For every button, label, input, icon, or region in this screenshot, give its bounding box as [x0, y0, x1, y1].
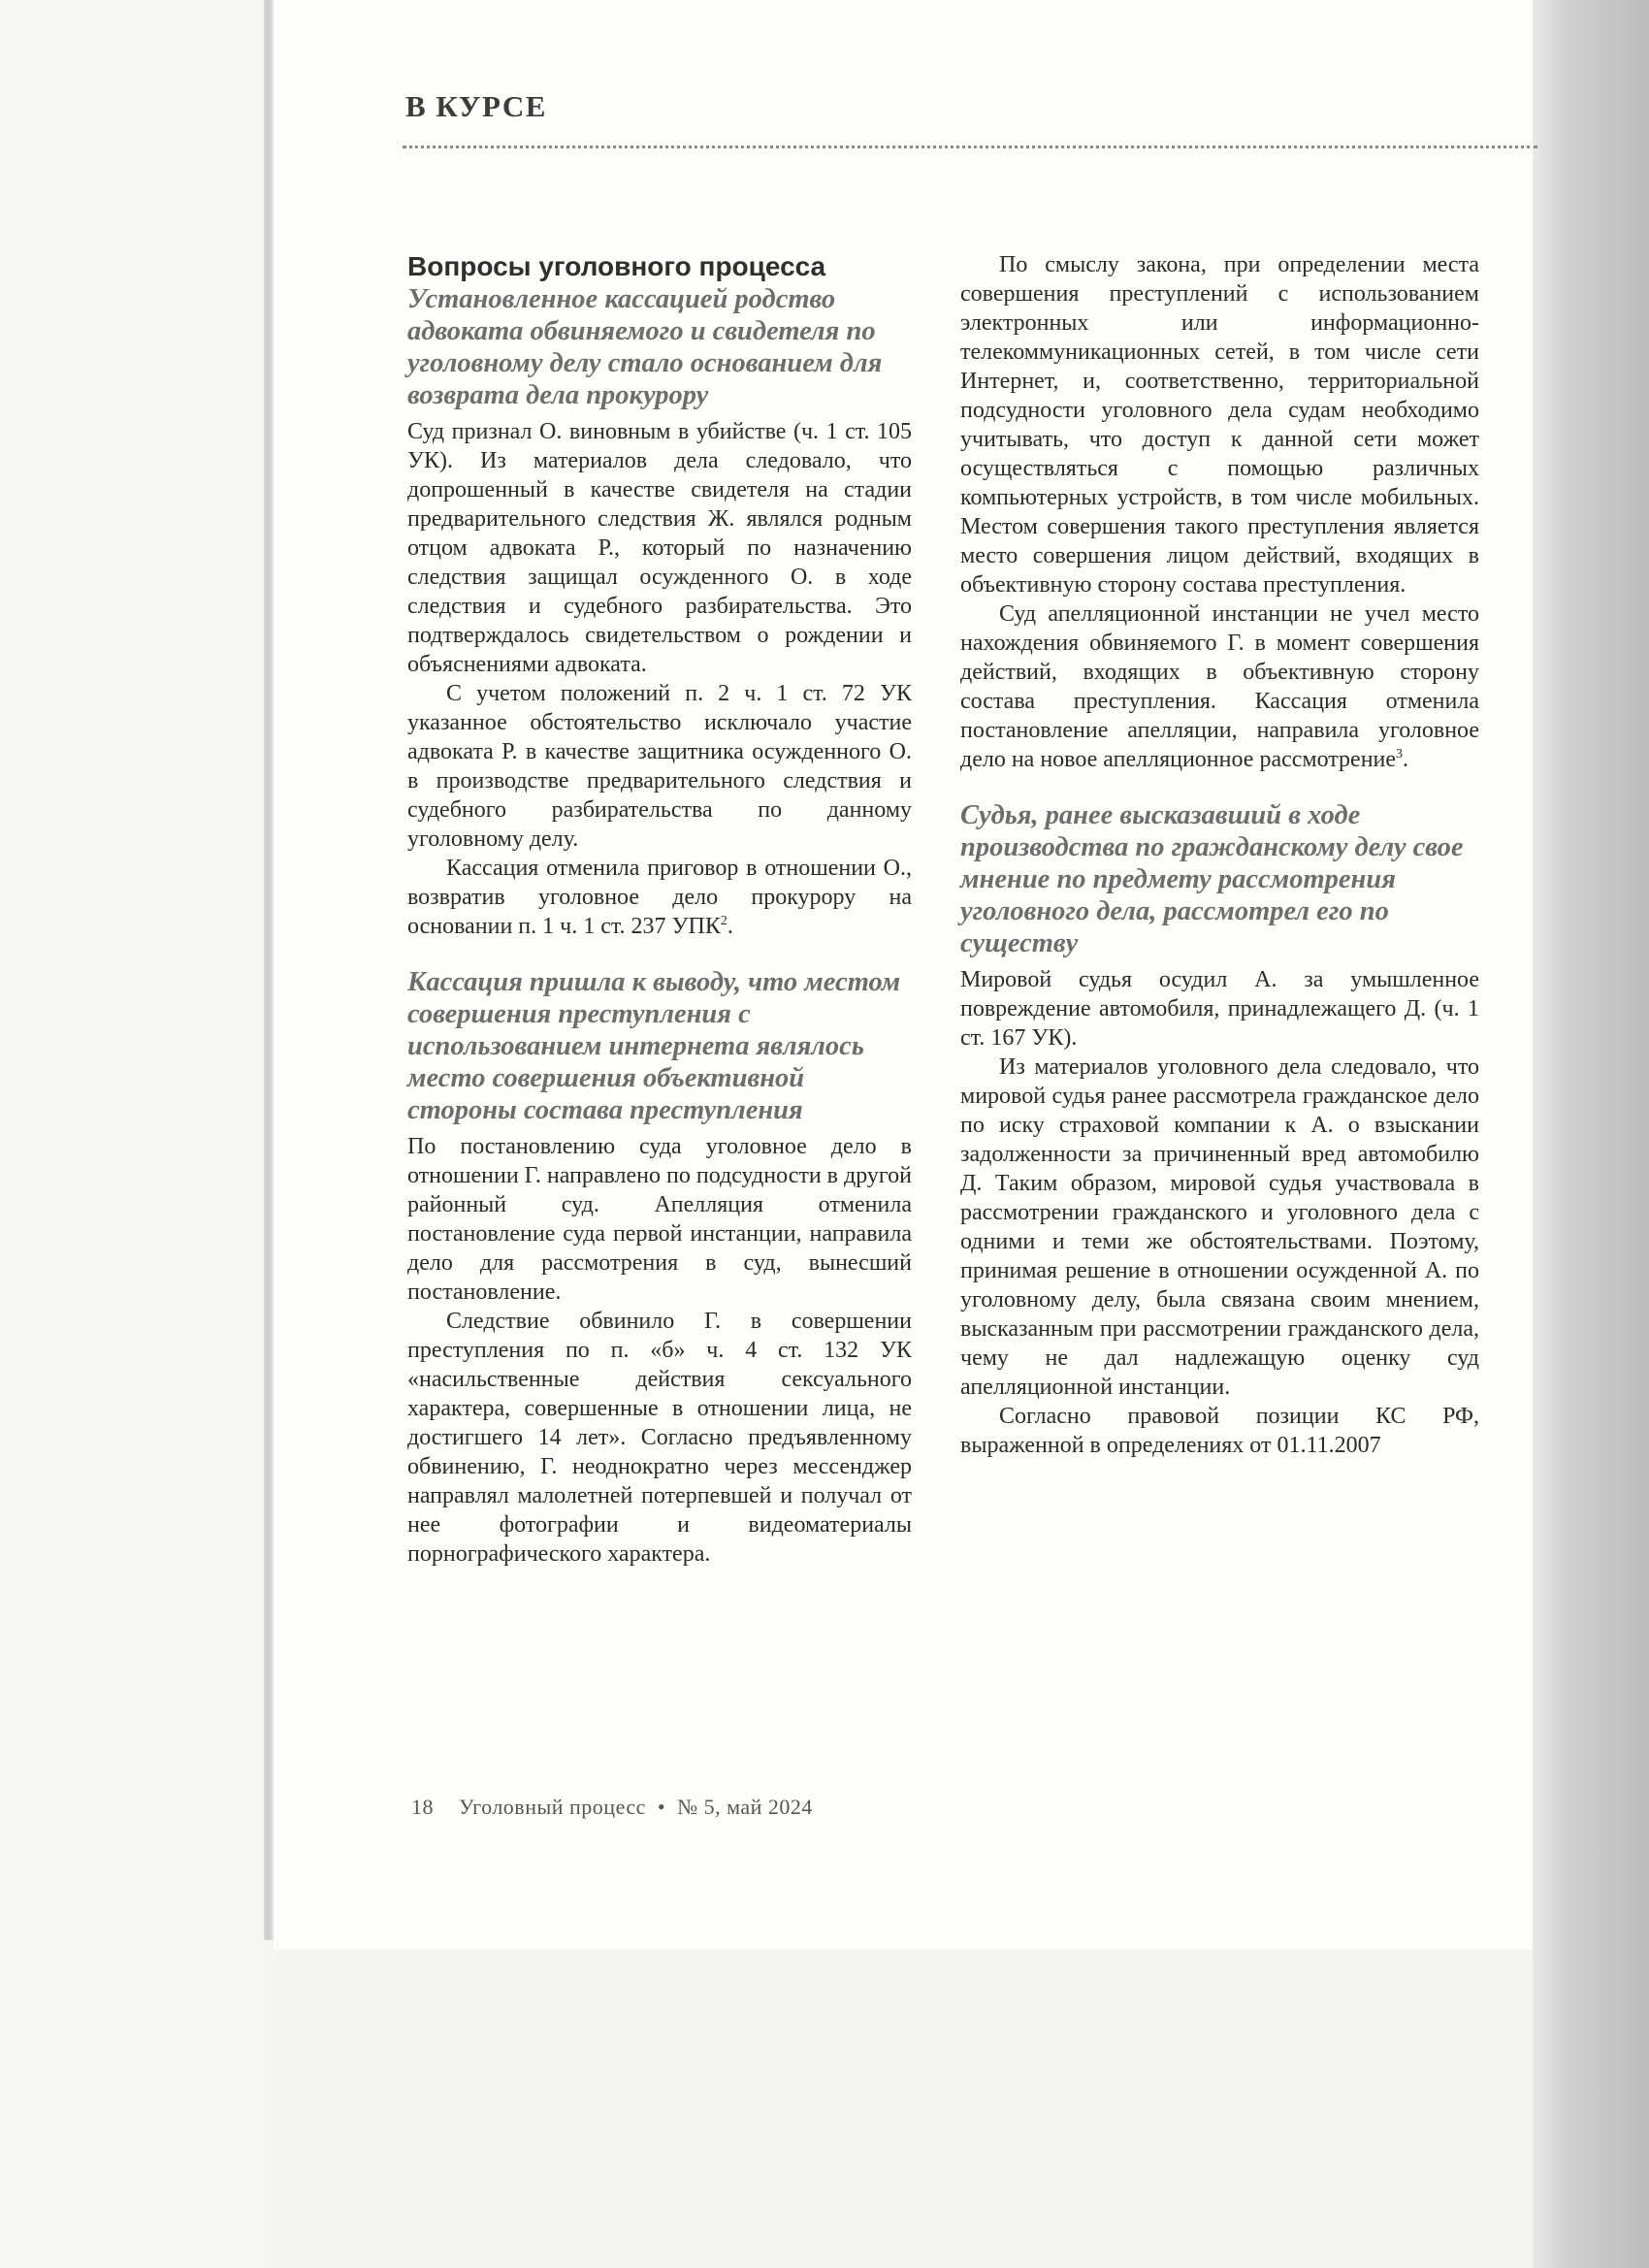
paragraph: По постановлению суда уголовное дело в отношении Г. направлено по подсудности в другой районный суд. Апелляция отменила постановление суда первой инстанции, направила дело для рассмотрения в суд, вынесший постановление. — [407, 1134, 912, 1305]
page-footer — [411, 1795, 813, 1820]
dotted-rule — [403, 146, 1537, 148]
paragraph: Согласно правовой позиции КС РФ, выраженной в определениях от 01.11.2007 — [960, 1404, 1479, 1458]
paragraph-end: . — [1403, 747, 1409, 772]
paragraph: Суд признал О. виновным в убийстве (ч. 1 ст. 105 УК). Из материалов дела следовало, что допрошенный в качестве свидетеля на стадии предварительного следствия Ж. являлся родным отцом адвоката Р., который по назначению следствия защищал осужденного О. в ходе следствия и судебного разбирательства. Это подтверждалось свидетельством о рождении и объяснениями адвоката. — [407, 419, 912, 677]
footnote-ref: 3 — [1396, 747, 1404, 761]
paragraph: Мировой судья осудил А. за умышленное повреждение автомобиля, принадлежащего Д. (ч. 1 ст. 167 УК). — [960, 967, 1479, 1051]
right-column — [960, 250, 1479, 1460]
footer-bullet: • — [657, 1795, 666, 1819]
paragraph: Из материалов уголовного дела следовало, что мировой судья ранее рассмотрела гражданское дело по иску страховой компании к А. о взыскании задолженности за причиненный вред автомобилю Д. Таким образом, мировой судья участвовала в рассмотрении гражданского и уголовного дела с одними и теми же обстоятельствами. Поэтому, принимая решение в отношении осужденной А. по уголовному делу, была связана своим мнением, высказанным при рассмотрении гражданского дела, чему не дал надлежащую оценку суд апелляционной инстанции. — [960, 1054, 1479, 1400]
article-lead-3: Судья, ранее высказавший в ходе производства по гражданскому делу свое мнение по предмету рассмотрения уголовного дела, рассмотрел его по существу — [960, 800, 1464, 958]
left-column — [407, 250, 912, 1569]
section-title: Вопросы уголовного процесса — [407, 251, 826, 281]
journal-name: Уголовный процесс — [459, 1795, 646, 1819]
footnote-ref: 2 — [720, 914, 728, 928]
issue-info: № 5, май 2024 — [677, 1795, 813, 1819]
page-number: 18 — [411, 1795, 434, 1819]
scan-next-page-edge — [1533, 0, 1649, 2268]
article-lead-1: Установленное кассацией родство адвоката обвиняемого и свидетеля по уголовному делу стало основанием для возврата дела прокурору — [407, 284, 883, 410]
paragraph — [407, 854, 912, 941]
running-head: В КУРСЕ — [405, 89, 547, 123]
paragraph: По смыслу закона, при определении места совершения преступлений с использованием электронных или информационно-телекоммуникационных сетей, в том числе сети Интернет, и, соответственно, территориальной подсудности уголовного дела судам необходимо учитывать, что доступ к данной сети может осуществляться с помощью различных компьютерных устройств, в том числе мобильных. Местом совершения такого преступления является место совершения лицом действий, входящих в объективную сторону состава преступления. — [960, 252, 1479, 598]
paragraph: С учетом положений п. 2 ч. 1 ст. 72 УК указанное обстоятельство исключало участие адвоката Р. в качестве защитника осужденного О. в производстве предварительного следствия и судебного разбирательства по данному уголовному делу. — [407, 681, 912, 852]
article-lead-2: Кассация пришла к выводу, что местом совершения преступления с использованием интернета являлось место совершения объективной стороны состава преступления — [407, 967, 901, 1125]
paragraph-text: Кассация отменила приговор в отношении О., возвратив уголовное дело прокурору на основании п. 1 ч. 1 ст. 237 УПК — [407, 856, 912, 939]
paragraph — [960, 599, 1479, 774]
scan-spine-shadow — [264, 0, 274, 1940]
paragraph: Следствие обвинило Г. в совершении преступления по п. «б» ч. 4 ст. 132 УК «насильственные действия сексуального характера, совершенные в отношении лица, не достигшего 14 лет». Согласно предъявленному обвинению, Г. неоднократно через мессенджер направлял малолетней потерпевшей и получал от нее фотографии и видеоматериалы порнографического характера. — [407, 1309, 912, 1567]
paragraph-end: . — [727, 914, 733, 939]
scan-margin-left — [0, 0, 272, 2268]
paragraph-text: Суд апелляционной инстанции не учел место нахождения обвиняемого Г. в момент совершения действий, входящих в объективную сторону состава преступления. Кассация отменила постановление апелляции, направила уголовное дело на новое апелляционное рассмотрение — [960, 601, 1479, 772]
